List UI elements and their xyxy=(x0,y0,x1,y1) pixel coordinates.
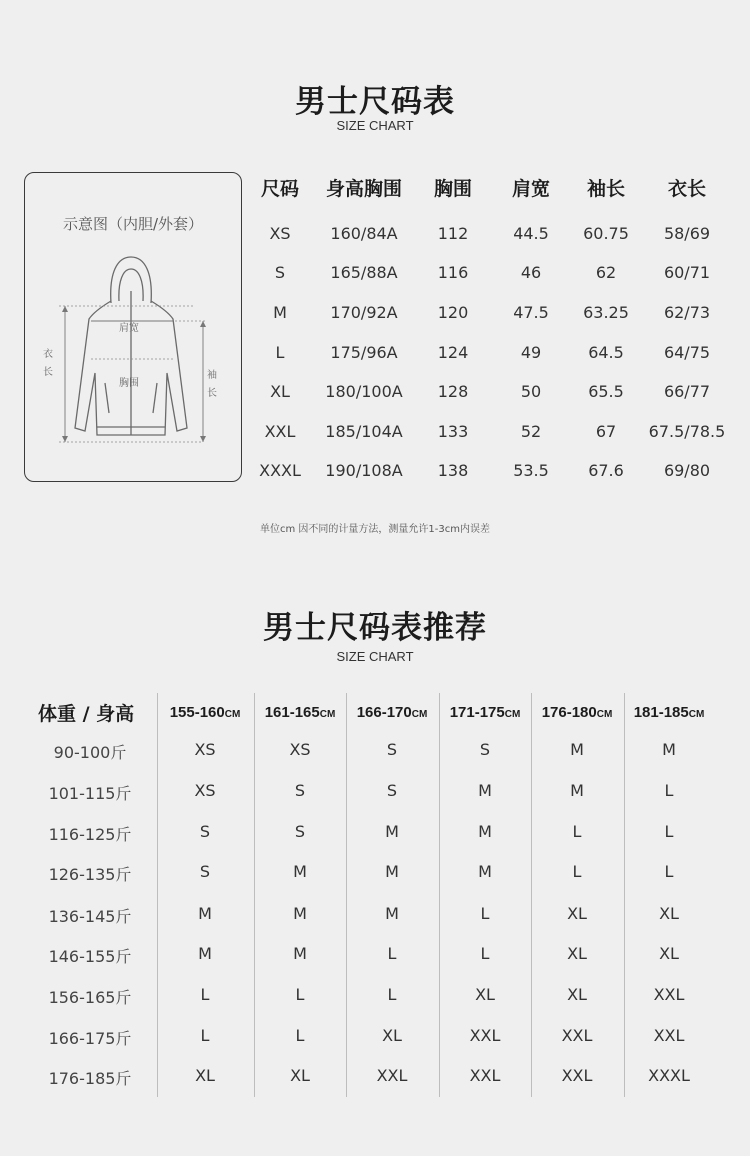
recommended-size: XS xyxy=(194,781,216,800)
recommended-size: XXL xyxy=(653,985,685,1004)
column-divider xyxy=(346,693,347,1097)
recommended-size: S xyxy=(199,862,211,881)
cell-chest: 124 xyxy=(437,343,469,362)
cell-shoulder: 46 xyxy=(520,263,542,282)
recommended-size: M xyxy=(293,944,307,963)
cell-shoulder: 49 xyxy=(520,343,542,362)
recommended-size: XXL xyxy=(653,1026,685,1045)
recommended-size: M xyxy=(570,781,584,800)
size-table-row xyxy=(252,338,742,368)
recommended-size: M xyxy=(478,862,492,881)
unit-label: CM xyxy=(319,709,336,720)
length-label-top: 衣 xyxy=(43,349,53,360)
height-range-5 xyxy=(634,704,705,721)
column-divider xyxy=(439,693,440,1097)
recommended-size: XXL xyxy=(469,1026,501,1045)
cell-length: 69/80 xyxy=(663,461,711,480)
recommended-size: XL xyxy=(382,1026,402,1045)
sleeve-label-bottom: 长 xyxy=(207,388,217,399)
recommended-size: XXXL xyxy=(648,1066,690,1085)
recommended-size: L xyxy=(572,862,582,881)
recommended-size: M xyxy=(293,862,307,881)
recommended-size: S xyxy=(294,781,306,800)
recommended-size: L xyxy=(572,822,582,841)
recommended-size: XL xyxy=(659,944,679,963)
recommended-size: M xyxy=(478,822,492,841)
unit-label: CM xyxy=(224,709,241,720)
recommended-size: L xyxy=(480,904,490,923)
recommended-size: XS xyxy=(289,740,311,759)
height-range-value: 161-165 xyxy=(264,704,320,721)
cell-sleeve: 60.75 xyxy=(583,224,629,243)
weight-range: 101-115斤 xyxy=(48,784,132,803)
recommended-size: L xyxy=(664,822,674,841)
recommended-size: XXL xyxy=(561,1066,593,1085)
cell-length: 58/69 xyxy=(663,224,711,243)
cell-chest: 116 xyxy=(437,263,469,282)
recommended-size: L xyxy=(200,985,210,1004)
weight-range: 146-155斤 xyxy=(48,947,132,966)
column-divider xyxy=(624,693,625,1097)
recommended-size: S xyxy=(386,781,398,800)
size-table-row xyxy=(252,219,742,249)
measurement-note: 单位cm 因不同的计量方法，测量允许1-3cm内误差 xyxy=(260,524,490,535)
size-table-row xyxy=(252,258,742,288)
weight-range: 136-145斤 xyxy=(48,907,132,926)
size-table-row xyxy=(252,298,742,328)
shoulder-label: 肩宽 xyxy=(119,323,139,334)
unit-label: CM xyxy=(504,709,521,720)
recommended-size: XL xyxy=(475,985,495,1004)
recommended-size: L xyxy=(387,944,397,963)
size-table-row xyxy=(252,377,742,407)
cell-shoulder: 52 xyxy=(520,422,542,441)
unit-label: CM xyxy=(411,709,428,720)
cell-sleeve: 62 xyxy=(595,263,617,282)
recommended-size: M xyxy=(385,822,399,841)
header-sleeve: 袖长 xyxy=(586,178,626,200)
height-range-4 xyxy=(542,704,613,721)
cell-height-chest: 160/84A xyxy=(330,224,398,243)
cell-size: L xyxy=(275,343,285,362)
recommended-size: XL xyxy=(195,1066,215,1085)
cell-sleeve: 67 xyxy=(595,422,617,441)
height-range-value: 155-160 xyxy=(169,704,225,721)
recommended-size: M xyxy=(293,904,307,923)
weight-range: 90-100斤 xyxy=(53,743,127,762)
recommend-title: 男士尺码表推荐 xyxy=(263,610,487,646)
cell-height-chest: 170/92A xyxy=(330,303,398,322)
recommended-size: L xyxy=(664,862,674,881)
cell-length: 60/71 xyxy=(663,263,711,282)
column-divider xyxy=(531,693,532,1097)
height-range-value: 176-180 xyxy=(541,704,597,721)
recommended-size: M xyxy=(198,944,212,963)
recommended-size: XL xyxy=(567,944,587,963)
header-height-chest: 身高胸围 xyxy=(325,178,403,200)
cell-height-chest: 185/104A xyxy=(325,422,403,441)
weight-range: 176-185斤 xyxy=(48,1069,132,1088)
recommended-size: XXL xyxy=(376,1066,408,1085)
recommended-size: L xyxy=(480,944,490,963)
recommended-size: S xyxy=(479,740,491,759)
header-length: 衣长 xyxy=(667,178,707,200)
recommended-size: S xyxy=(386,740,398,759)
cell-length: 64/75 xyxy=(663,343,711,362)
size-table-row xyxy=(252,456,742,486)
recommended-size: S xyxy=(294,822,306,841)
height-range-2 xyxy=(357,704,428,721)
recommended-size: XL xyxy=(290,1066,310,1085)
cell-sleeve: 64.5 xyxy=(588,343,624,362)
recommended-size: M xyxy=(570,740,584,759)
cell-size: XXXL xyxy=(259,461,301,480)
recommended-size: M xyxy=(385,904,399,923)
cell-length: 62/73 xyxy=(663,303,711,322)
cell-size: XL xyxy=(270,382,290,401)
header-shoulder: 肩宽 xyxy=(511,178,551,200)
recommended-size: L xyxy=(387,985,397,1004)
header-chest: 胸围 xyxy=(433,178,473,200)
cell-length: 67.5/78.5 xyxy=(648,422,726,441)
recommended-size: M xyxy=(385,862,399,881)
recommended-size: XL xyxy=(567,904,587,923)
cell-length: 66/77 xyxy=(663,382,711,401)
cell-height-chest: 165/88A xyxy=(330,263,398,282)
recommended-size: M xyxy=(198,904,212,923)
recommended-size: XL xyxy=(659,904,679,923)
cell-size: M xyxy=(273,303,287,322)
cell-shoulder: 50 xyxy=(520,382,542,401)
cell-chest: 112 xyxy=(437,224,469,243)
size-chart-subtitle: SIZE CHART xyxy=(336,118,414,133)
recommended-size: L xyxy=(200,1026,210,1045)
height-range-0 xyxy=(170,704,241,721)
cell-sleeve: 63.25 xyxy=(583,303,629,322)
cell-size: XXL xyxy=(264,422,296,441)
unit-label: CM xyxy=(688,709,705,720)
cell-chest: 133 xyxy=(437,422,469,441)
size-table-header xyxy=(252,174,742,204)
cell-chest: 138 xyxy=(437,461,469,480)
recommended-size: L xyxy=(295,1026,305,1045)
height-range-1 xyxy=(265,704,336,721)
size-table-row xyxy=(252,417,742,447)
height-range-value: 181-185 xyxy=(633,704,689,721)
cell-sleeve: 65.5 xyxy=(588,382,624,401)
recommended-size: XL xyxy=(567,985,587,1004)
cell-chest: 120 xyxy=(437,303,469,322)
jacket-diagram xyxy=(24,172,242,482)
weight-height-label: 体重 / 身高 xyxy=(38,703,135,725)
recommended-size: L xyxy=(664,781,674,800)
column-divider xyxy=(254,693,255,1097)
cell-shoulder: 53.5 xyxy=(513,461,549,480)
height-range-3 xyxy=(450,704,521,721)
length-label-bottom: 长 xyxy=(43,367,53,378)
cell-height-chest: 180/100A xyxy=(325,382,403,401)
recommended-size: XXL xyxy=(469,1066,501,1085)
recommend-subtitle: SIZE CHART xyxy=(336,649,414,664)
cell-size: S xyxy=(274,263,286,282)
unit-label: CM xyxy=(596,709,613,720)
weight-range: 116-125斤 xyxy=(48,825,132,844)
height-range-value: 171-175 xyxy=(449,704,505,721)
weight-range: 166-175斤 xyxy=(48,1029,132,1048)
cell-height-chest: 190/108A xyxy=(325,461,403,480)
cell-height-chest: 175/96A xyxy=(330,343,398,362)
recommended-size: M xyxy=(662,740,676,759)
recommended-size: XS xyxy=(194,740,216,759)
cell-shoulder: 47.5 xyxy=(513,303,549,322)
recommended-size: L xyxy=(295,985,305,1004)
height-range-value: 166-170 xyxy=(356,704,412,721)
weight-range: 156-165斤 xyxy=(48,988,132,1007)
size-chart-title: 男士尺码表 xyxy=(295,84,455,120)
recommended-size: XXL xyxy=(561,1026,593,1045)
column-divider xyxy=(157,693,158,1097)
diagram-caption: 示意图（内胆/外套） xyxy=(62,215,204,233)
chest-label: 胸围 xyxy=(119,378,139,389)
cell-size: XS xyxy=(269,224,291,243)
sleeve-label-top: 袖 xyxy=(207,370,217,381)
cell-sleeve: 67.6 xyxy=(588,461,624,480)
header-size: 尺码 xyxy=(260,178,300,200)
cell-chest: 128 xyxy=(437,382,469,401)
weight-range: 126-135斤 xyxy=(48,865,132,884)
recommended-size: M xyxy=(478,781,492,800)
cell-shoulder: 44.5 xyxy=(513,224,549,243)
recommended-size: S xyxy=(199,822,211,841)
